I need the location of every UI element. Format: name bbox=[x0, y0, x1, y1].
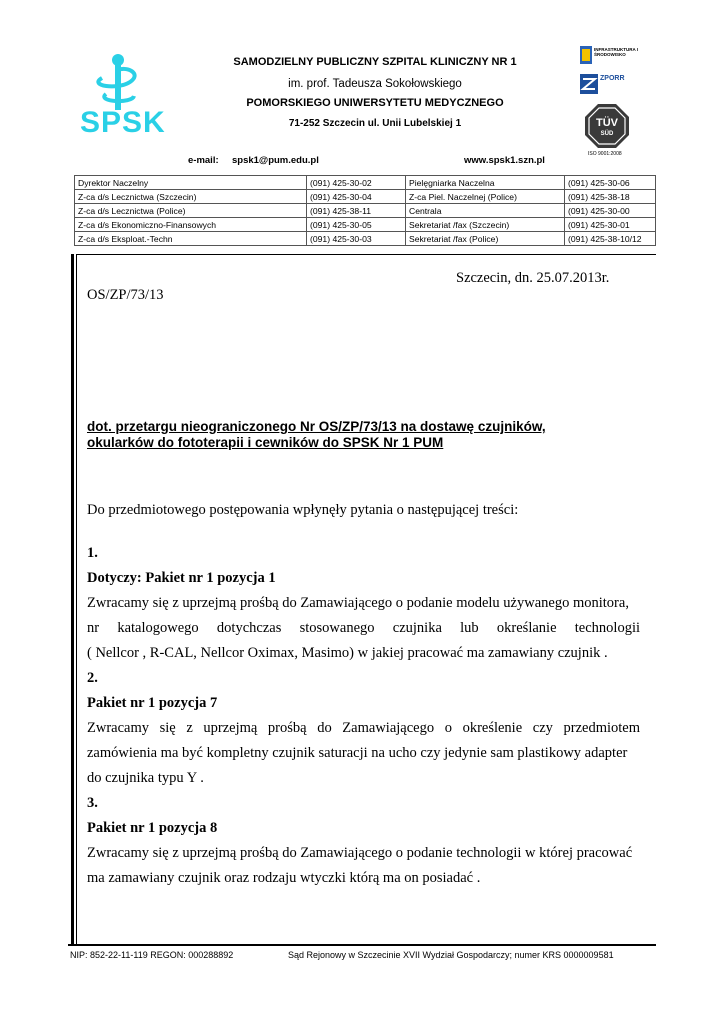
contact-phone: (091) 425-30-04 bbox=[307, 190, 406, 204]
question-2-line-2: zamówienia ma być kompletny czujnik saturacji na ucho czy jedynie sam plastikowy adapter bbox=[87, 745, 628, 761]
left-border-thick bbox=[71, 254, 74, 944]
iso-label: ISO 9001:2008 bbox=[588, 151, 622, 157]
question-3-line-2: ma zamawiany czujnik oraz rodzaju wtyczki którą ma on posiadać . bbox=[87, 870, 481, 886]
email-address[interactable]: spsk1@pum.edu.pl bbox=[232, 155, 319, 166]
zporr-badge bbox=[580, 74, 640, 96]
table-row bbox=[75, 176, 656, 190]
header-line-3: POMORSKIEGO UNIWERSYTETU MEDYCZNEGO bbox=[246, 97, 504, 109]
header-line-2: im. prof. Tadeusza Sokołowskiego bbox=[288, 78, 462, 90]
contact-phone: (091) 425-30-03 bbox=[307, 232, 406, 246]
contact-phone: (091) 425-30-01 bbox=[565, 218, 656, 232]
contact-role: Z-ca Piel. Naczelnej (Police) bbox=[406, 190, 565, 204]
logo-text: SPSK bbox=[80, 106, 166, 139]
question-2-heading: Pakiet nr 1 pozycja 7 bbox=[87, 695, 218, 711]
infrastructure-text: INFRASTRUKTURA I ŚRODOWISKO bbox=[594, 47, 639, 57]
question-1-number: 1. bbox=[87, 545, 98, 561]
zporr-logo-icon bbox=[580, 74, 598, 94]
question-3-line-1: Zwracamy się z uprzejmą prośbą do Zamawiającego o podanie technologii w której pracować bbox=[87, 845, 633, 861]
tuv-sub-text: SÜD bbox=[600, 131, 614, 137]
contact-phone: (091) 425-38-18 bbox=[565, 190, 656, 204]
tuv-badge bbox=[584, 103, 630, 149]
footer-left: NIP: 852-22-11-119 REGON: 000288892 bbox=[70, 950, 234, 960]
question-3-number: 3. bbox=[87, 795, 98, 811]
infrastructure-badge bbox=[580, 46, 640, 66]
zporr-text: ZPORR bbox=[600, 75, 625, 82]
contact-role: Z-ca d/s Lecznictwa (Police) bbox=[75, 204, 307, 218]
question-1-line-3: ( Nellcor , R-CAL, Nellcor Oximax, Masimo) w jakiej pracować ma zamawiany czujnik . bbox=[87, 645, 608, 661]
footer-divider bbox=[68, 944, 656, 946]
contact-role: Z-ca d/s Ekonomiczno-Finansowych bbox=[75, 218, 307, 232]
contact-role: Z-ca d/s Lecznictwa (Szczecin) bbox=[75, 190, 307, 204]
contact-phone: (091) 425-30-05 bbox=[307, 218, 406, 232]
question-1-heading: Dotyczy: Pakiet nr 1 pozycja 1 bbox=[87, 570, 276, 586]
contact-phone: (091) 425-30-02 bbox=[307, 176, 406, 190]
table-row bbox=[75, 190, 656, 204]
eu-flag-icon bbox=[580, 46, 592, 64]
reference-number: OS/ZP/73/13 bbox=[87, 287, 164, 303]
tuv-text: TÜV bbox=[596, 117, 618, 129]
table-row bbox=[75, 204, 656, 218]
contact-role: Z-ca d/s Eksploat.-Techn bbox=[75, 232, 307, 246]
left-border-thin bbox=[76, 254, 77, 944]
question-1-line-2: nr katalogowego dotychczas stosowanego czujnika lub określanie technologii bbox=[87, 620, 640, 636]
contact-phone: (091) 425-38-10/12 bbox=[565, 232, 656, 246]
contact-role: Sekretariat /fax (Szczecin) bbox=[406, 218, 565, 232]
intro-paragraph: Do przedmiotowego postępowania wpłynęły pytania o następującej treści: bbox=[87, 502, 519, 518]
top-border bbox=[76, 254, 656, 255]
contact-role: Sekretariat /fax (Police) bbox=[406, 232, 565, 246]
table-row bbox=[75, 218, 656, 232]
place-date: Szczecin, dn. 25.07.2013r. bbox=[456, 270, 610, 286]
subject-line-2: okularków do fototerapii i cewników do SPSK Nr 1 PUM bbox=[87, 435, 444, 450]
question-2-line-1: Zwracamy się z uprzejmą prośbą do Zamawiającego o określenie czy przedmiotem bbox=[87, 720, 640, 736]
contact-phone: (091) 425-38-11 bbox=[307, 204, 406, 218]
contact-role: Pielęgniarka Naczelna bbox=[406, 176, 565, 190]
contacts-table bbox=[74, 175, 656, 246]
question-1-line-1: Zwracamy się z uprzejmą prośbą do Zamawiającego o podanie modelu używanego monitora, bbox=[87, 595, 629, 611]
question-2-number: 2. bbox=[87, 670, 98, 686]
question-3-heading: Pakiet nr 1 pozycja 8 bbox=[87, 820, 218, 836]
header-line-1: SAMODZIELNY PUBLICZNY SZPITAL KLINICZNY NR 1 bbox=[233, 56, 517, 68]
contact-phone: (091) 425-30-06 bbox=[565, 176, 656, 190]
question-2-line-3: do czujnika typu Y . bbox=[87, 770, 204, 786]
website-link[interactable]: www.spsk1.szn.pl bbox=[464, 155, 545, 166]
email-label: e-mail: bbox=[188, 155, 219, 166]
contact-role: Dyrektor Naczelny bbox=[75, 176, 307, 190]
subject-line-1: dot. przetargu nieograniczonego Nr OS/ZP/73/13 na dostawę czujników, bbox=[87, 419, 546, 434]
table-row bbox=[75, 232, 656, 246]
footer-right: Sąd Rejonowy w Szczecinie XVII Wydział Gospodarczy; numer KRS 0000009581 bbox=[288, 950, 614, 960]
contact-role: Centrala bbox=[406, 204, 565, 218]
contact-phone: (091) 425-30-00 bbox=[565, 204, 656, 218]
header-line-4: 71-252 Szczecin ul. Unii Lubelskiej 1 bbox=[288, 118, 462, 129]
